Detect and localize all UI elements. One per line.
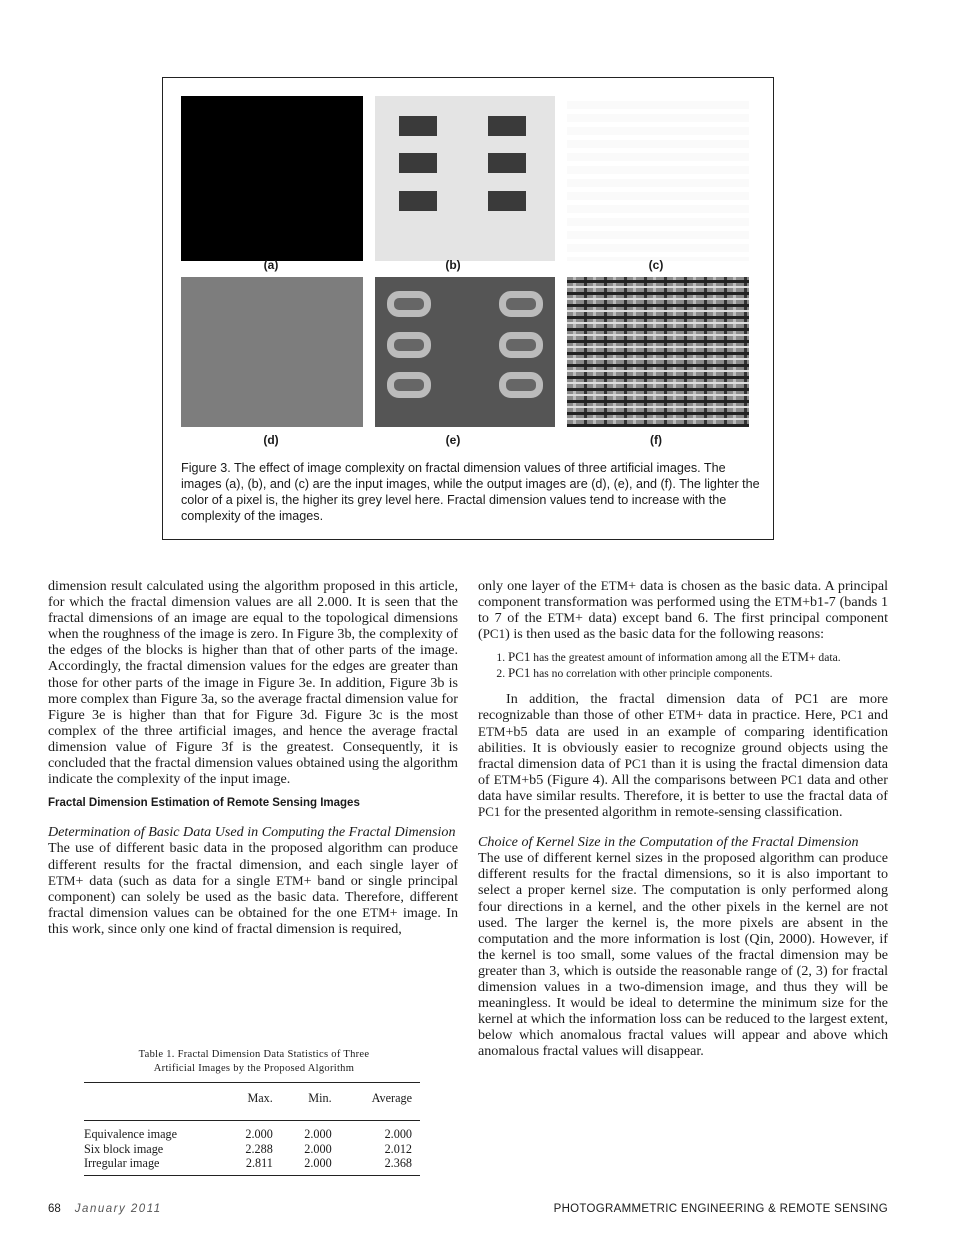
figure-panel-a-black-image	[181, 96, 363, 261]
figure-label-e: (e)	[445, 433, 461, 447]
figure-panel-d-grey-output	[181, 277, 363, 427]
figure-label-c: (c)	[648, 258, 664, 272]
list-item: 1. PC1 has the greatest amount of information among all the ETM+ data.	[508, 650, 888, 666]
subsection-heading: Choice of Kernel Size in the Computation of the Fractal Dimension	[478, 834, 859, 851]
table-title	[84, 1048, 424, 1076]
figure-label-b: (b)	[445, 258, 461, 272]
reasons-list	[478, 650, 888, 681]
page-number: 68	[48, 1203, 61, 1215]
table-cell: Equivalence image	[84, 1127, 178, 1141]
table-cell: Irregular image	[84, 1156, 222, 1175]
table-title-line: Table 1. Fractal Dimension Data Statistics of Three	[138, 1049, 370, 1060]
figure-3	[162, 77, 774, 540]
table-cell: 2.012	[384, 1141, 412, 1156]
paragraph: dimension result calculated using the algorithm proposed in this article, for which the fractal dimension values are all 2.000. It is seen that the fractal dimensions of an image are equal to the topological dimensions when the roughness of the image is zero. In Figure 3b, the complexity of the edges of the blocks is higher than that of other parts of the image. Accordingly, the fractal dimension values for the edges are greater than those for other parts of the image in Figure 3e. In addition, Figure 3b is more complex than Figure 3a, so the average fractal dimension value for Figure 3e is higher than that for Figure 3d. Figure 3c is the most complex of the three artificial images, and hence the average fractal dimension value of Figure 3f is the greatest. Consequently, it is concluded that the fractal dimension values obtained using the algorithm indicate the complexity of the input image.	[48, 578, 458, 788]
table-cell: 2.288	[245, 1141, 273, 1156]
table-header-cell: Max.	[222, 1083, 281, 1121]
table-cell: 2.811	[222, 1156, 281, 1175]
issue-date: January 2011	[74, 1203, 162, 1215]
table-row	[84, 1121, 420, 1142]
table-cell: 2.000	[304, 1141, 332, 1156]
table-row	[84, 1156, 420, 1175]
figure-label-d: (d)	[263, 433, 279, 447]
page-footer-left	[48, 1203, 162, 1215]
list-item: 2. PC1 has no correlation with other principle components.	[508, 666, 888, 682]
paragraph: In addition, the fractal dimension data of PC1 are more recognizable than those of other ETM+ data in practice. Here, PC1 and ETM+b5 data are used in an example of comparing identification abilities. It is obviously easier to recognize ground objects using the fractal dimension data of PC1 than it is using the fractal dimension data of ETM+b5 (Figure 4). All the comparisons between PC1 data and other data have similar results. Therefore, it is better to use the fractal data of PC1 for the presented algorithm in remote-sensing classification.	[478, 691, 889, 821]
figure-label-f: (f)	[650, 433, 662, 447]
table-cell: 2.368	[340, 1156, 420, 1175]
table-header-cell	[84, 1083, 222, 1121]
table-row	[84, 1142, 420, 1157]
table-cell: 2.000	[245, 1127, 273, 1141]
table-header-cell: Min.	[281, 1083, 340, 1121]
paragraph: The use of different kernel sizes in the proposed algorithm can produce different results for the fractal dimensions, so it is also important to select a proper kernel size. The computation is only performed along four directions in a kernel, and the other pixels in the kernel are not used. The larger the kernel is, the more pixels are absent in the computation and the more information is lost (Qin, 2000). However, if the kernel is too small, some values of the fractal dimension may be greater than 3, which is outside the reasonable range of (2, 3) for fractal dimension values in a two-dimension image, and thus they will be meaningless. It would be ideal to determine the minimum size for the kernel at which the information loss can be reduced to the largest extent, below which anomalous fractal values will appear and above which anomalous fractal values will disappear.	[478, 850, 888, 1060]
table-title-line: Artificial Images by the Proposed Algorithm	[153, 1063, 355, 1074]
data-table	[84, 1082, 420, 1176]
figure-panel-f-textured-output	[567, 277, 749, 427]
paragraph: only one layer of the ETM+ data is chosen as the basic data. A principal component transformation was performed using the ETM+b1-7 (bands 1 to 7 of the ETM+ data) except band 6. The first principal component (PC1) is then used as the basic data for the following reasons:	[478, 578, 889, 643]
figure-label-a: (a)	[263, 258, 279, 272]
journal-name: PHOTOGRAMMETRIC ENGINEERING & REMOTE SENSING	[553, 1203, 888, 1215]
table-cell: 2.000	[281, 1156, 340, 1175]
left-column	[48, 578, 458, 937]
section-heading: Fractal Dimension Estimation of Remote Sensing Images	[48, 797, 360, 810]
figure-panel-e-six-ring-output	[375, 277, 555, 427]
table-cell: 2.000	[304, 1127, 332, 1141]
table-cell: Six block image	[84, 1141, 164, 1156]
table-header-cell: Average	[340, 1083, 420, 1121]
table-cell: 2.000	[384, 1127, 412, 1141]
paragraph: The use of different basic data in the proposed algorithm can produce different results for the fractal dimension, and each single layer of ETM+ data (such as data for a single ETM+ band or single principal component) can solely be used as the basic data. Therefore, different fractal dimension values can be obtained for the one ETM+ image. In this work, since only one kind of fractal dimension is required,	[48, 840, 458, 937]
figure-panel-c-irregular-image	[567, 96, 749, 261]
table-header-row	[84, 1083, 420, 1121]
figure-panel-b-six-blocks-image	[375, 96, 555, 261]
figure-caption: Figure 3. The effect of image complexity on fractal dimension values of three artificial images. The images (a), (b), and (c) are the input images, while the output images are (d), (e), and (f). The lighter the color of a pixel is, the higher its grey level here. Fractal dimension values tend to increase with the complexity of the images.	[181, 461, 760, 523]
right-column	[478, 578, 888, 1059]
subsection-heading: Determination of Basic Data Used in Computing the Fractal Dimension	[48, 824, 456, 841]
